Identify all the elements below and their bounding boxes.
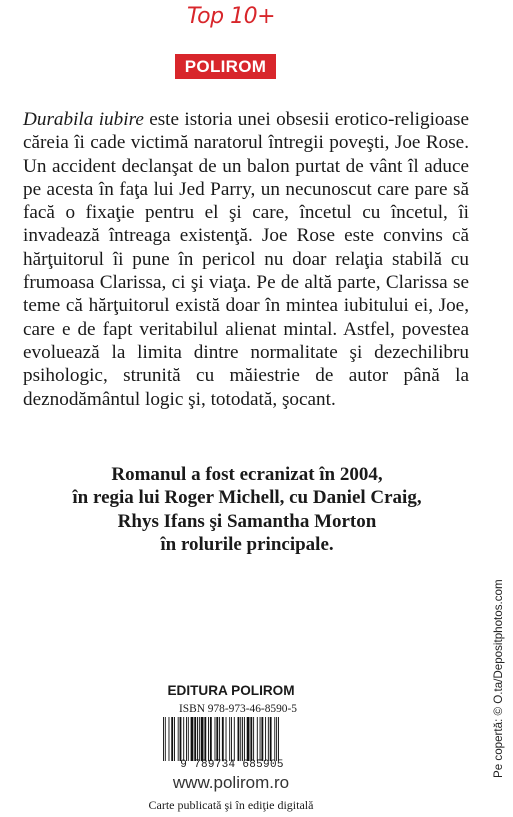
publisher-badge: POLIROM xyxy=(175,54,276,79)
cover-photo-credit: Pe copertă: © O.ta/Depositphotos.com xyxy=(492,579,505,778)
blurb-text: este istoria unei obsesii erotico-religioase căreia îi cade victimă naratorul întregii poveşti, Joe Rose. Un accident declanşat de un balon purtat de vânt îl aduce pe acesta în faţa lui Jed Parry, un necunoscut care pare să facă o fixaţie pentru el şi care, încetul cu încetul, îi invadează întreaga existenţă. Joe Rose este convins că hărţuitorul îi pune în pericol nu doar relaţia stabilă cu frumoasa Clarissa, ci şi viaţa. Pe de altă parte, Clarissa se teme că hărţuitorul există doar în mintea iubitului ei, Joe, care e de fapt veritabilul alienat mintal. Astfel, povestea evoluează la limita dintre normalitate şi dezechilibru psihologic, strunită cu măiestrie de autor până la deznodământul logic şi, totodată, şocant. xyxy=(23,109,469,410)
isbn-label: ISBN 978-973-46-8590-5 xyxy=(178,703,297,715)
adaptation-line: Romanul a fost ecranizat în 2004, xyxy=(111,464,383,485)
digital-edition-note: Carte publicată şi în ediţie digitală xyxy=(148,798,314,812)
website-link[interactable]: www.polirom.ro xyxy=(172,773,290,792)
adaptation-line: în regia lui Roger Michell, cu Daniel Craig, xyxy=(72,487,422,509)
barcode-icon xyxy=(161,717,304,761)
blurb-paragraph xyxy=(23,108,469,411)
adaptation-line: în rolurile principale. xyxy=(160,534,334,556)
series-logo: Top 10+ xyxy=(186,4,276,29)
adaptation-line: Rhys Ifans şi Samantha Morton xyxy=(117,510,377,532)
book-title: Durabila iubire xyxy=(23,109,144,130)
adaptation-note xyxy=(60,463,434,557)
publisher-name: EDITURA POLIROM xyxy=(167,683,295,698)
barcode-digits: 9 789734 685905 xyxy=(180,759,284,771)
